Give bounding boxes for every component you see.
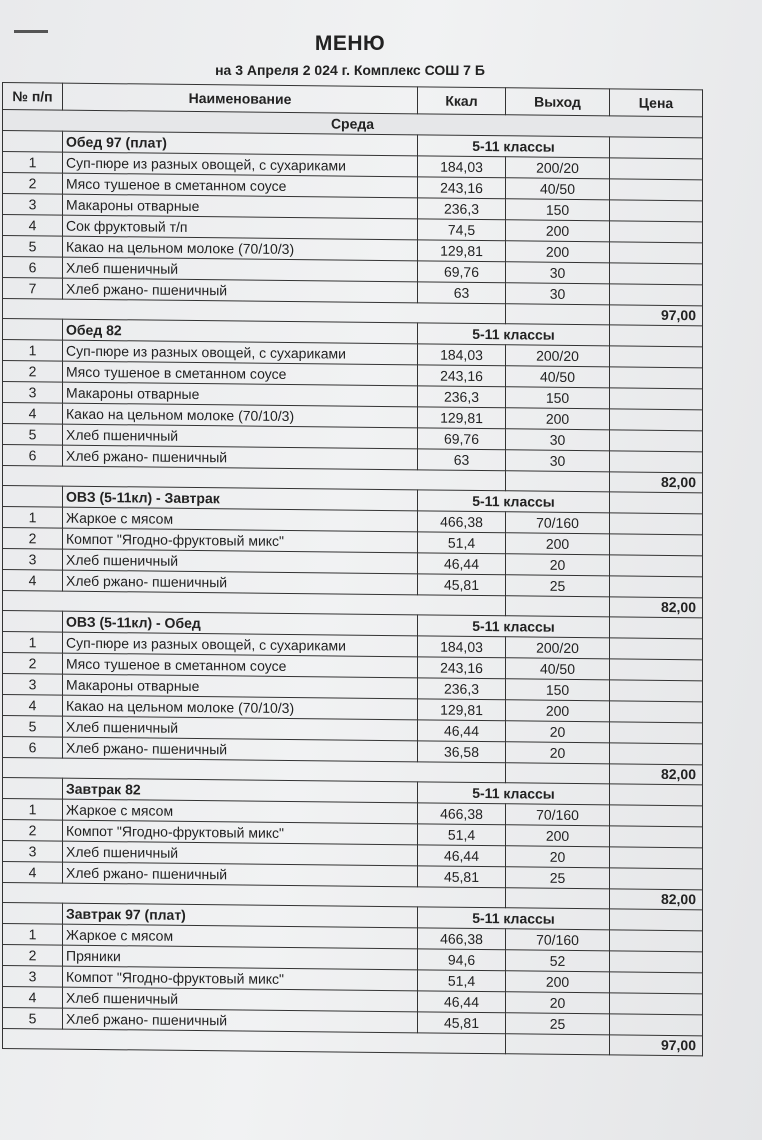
item-price xyxy=(610,513,703,535)
section-classes: 5-11 классы xyxy=(418,907,610,930)
col-header-num: № п/п xyxy=(3,83,63,111)
item-price xyxy=(610,638,703,660)
item-name: Какао на цельном молоке (70/10/3) xyxy=(63,403,418,428)
item-kcal: 63 xyxy=(418,282,506,304)
item-price xyxy=(610,826,703,848)
item-output: 20 xyxy=(506,846,610,868)
item-kcal: 243,16 xyxy=(418,365,506,387)
item-kcal: 46,44 xyxy=(418,553,506,575)
item-num: 2 xyxy=(3,173,63,195)
item-output: 200 xyxy=(506,825,610,847)
item-kcal: 69,76 xyxy=(418,428,506,450)
item-num: 1 xyxy=(3,507,63,529)
item-name: Жаркое с мясом xyxy=(63,924,418,949)
item-kcal: 51,4 xyxy=(418,824,506,846)
item-name: Макароны отварные xyxy=(63,674,418,699)
item-kcal: 236,3 xyxy=(418,678,506,700)
item-output: 200 xyxy=(506,408,610,430)
item-name: Хлеб ржано- пшеничный xyxy=(63,737,418,762)
item-name: Макароны отварные xyxy=(63,382,418,407)
total-blank-cell xyxy=(3,1029,506,1054)
item-price xyxy=(610,555,703,577)
item-num: 6 xyxy=(3,445,63,467)
item-price xyxy=(610,200,703,222)
item-name: Хлеб ржано- пшеничный xyxy=(63,570,418,595)
item-kcal: 46,44 xyxy=(418,720,506,742)
item-num: 2 xyxy=(3,945,63,967)
total-blank-cell xyxy=(506,304,610,325)
item-num: 5 xyxy=(3,716,63,738)
item-name: Какао на цельном молоке (70/10/3) xyxy=(63,236,418,261)
item-output: 150 xyxy=(506,679,610,701)
item-price xyxy=(610,388,703,410)
item-name: Хлеб пшеничный xyxy=(63,424,418,449)
section-classes: 5-11 классы xyxy=(418,615,610,638)
total-blank-cell xyxy=(506,596,610,617)
item-price xyxy=(610,722,703,744)
item-price xyxy=(610,263,703,285)
item-output: 52 xyxy=(506,950,610,972)
total-blank-cell xyxy=(506,888,610,909)
item-output: 200/20 xyxy=(506,345,610,367)
item-kcal: 46,44 xyxy=(418,845,506,867)
section-total-price: 97,00 xyxy=(610,305,703,326)
section-num-cell xyxy=(3,778,63,800)
section-title: ОВЗ (5-11кл) - Обед xyxy=(63,611,418,636)
item-kcal: 129,81 xyxy=(418,407,506,429)
total-blank-cell xyxy=(506,471,610,492)
item-price xyxy=(610,951,703,973)
item-name: Мясо тушеное в сметанном соусе xyxy=(63,653,418,678)
page-title: МЕНЮ xyxy=(314,32,386,55)
item-name: Хлеб ржано- пшеничный xyxy=(63,278,418,303)
item-price xyxy=(610,221,703,243)
col-header-kcal: Ккал xyxy=(418,87,506,115)
section-price-cell xyxy=(610,137,703,159)
item-price xyxy=(610,346,703,368)
col-header-price: Цена xyxy=(610,89,703,117)
section-num-cell xyxy=(3,319,63,341)
item-num: 3 xyxy=(3,194,63,216)
section-price-cell xyxy=(610,492,703,514)
item-output: 20 xyxy=(506,742,610,764)
item-output: 70/160 xyxy=(506,929,610,951)
item-price xyxy=(610,680,703,702)
section-title: Завтрак 97 (плат) xyxy=(63,903,418,928)
item-num: 3 xyxy=(3,549,63,571)
item-price xyxy=(610,847,703,869)
item-price xyxy=(610,576,703,598)
item-price xyxy=(610,534,703,556)
item-num: 3 xyxy=(3,382,63,404)
item-kcal: 69,76 xyxy=(418,261,506,283)
item-num: 1 xyxy=(3,799,63,821)
item-output: 25 xyxy=(506,575,610,597)
item-name: Сок фруктовый т/п xyxy=(63,215,418,240)
item-price xyxy=(610,409,703,431)
item-price xyxy=(610,158,703,180)
item-name: Компот "Ягодно-фруктовый микс" xyxy=(63,820,418,845)
item-price xyxy=(610,179,703,201)
item-num: 6 xyxy=(3,737,63,759)
item-kcal: 94,6 xyxy=(418,949,506,971)
item-name: Какао на цельном молоке (70/10/3) xyxy=(63,695,418,720)
item-output: 30 xyxy=(506,450,610,472)
item-output: 20 xyxy=(506,554,610,576)
section-title: Обед 82 xyxy=(63,319,418,344)
item-price xyxy=(610,701,703,723)
col-header-output: Выход xyxy=(506,88,610,116)
item-output: 30 xyxy=(506,262,610,284)
item-output: 30 xyxy=(506,429,610,451)
section-title: Завтрак 82 xyxy=(63,778,418,803)
section-total-price: 82,00 xyxy=(610,597,703,618)
item-num: 4 xyxy=(3,862,63,884)
item-name: Хлеб ржано- пшеничный xyxy=(63,1008,418,1033)
item-name: Мясо тушеное в сметанном соусе xyxy=(63,361,418,386)
item-price xyxy=(610,868,703,890)
item-output: 40/50 xyxy=(506,658,610,680)
item-price xyxy=(610,451,703,473)
item-output: 20 xyxy=(506,721,610,743)
item-num: 2 xyxy=(3,528,63,550)
menu-body xyxy=(3,110,703,1056)
day-label: Среда xyxy=(3,110,703,138)
item-output: 200 xyxy=(506,220,610,242)
item-num: 4 xyxy=(3,215,63,237)
item-num: 4 xyxy=(3,403,63,425)
item-kcal: 236,3 xyxy=(418,198,506,220)
item-kcal: 243,16 xyxy=(418,657,506,679)
item-output: 200 xyxy=(506,241,610,263)
item-output: 200 xyxy=(506,700,610,722)
item-num: 2 xyxy=(3,820,63,842)
section-num-cell xyxy=(3,131,63,153)
item-name: Мясо тушеное в сметанном соусе xyxy=(63,173,418,198)
item-kcal: 243,16 xyxy=(418,177,506,199)
col-header-name: Наименование xyxy=(63,83,418,114)
item-name: Жаркое с мясом xyxy=(63,507,418,532)
item-name: Компот "Ягодно-фруктовый микс" xyxy=(63,528,418,553)
item-price xyxy=(610,972,703,994)
item-num: 1 xyxy=(3,152,63,174)
item-price xyxy=(610,993,703,1015)
item-kcal: 45,81 xyxy=(418,866,506,888)
item-num: 3 xyxy=(3,674,63,696)
item-name: Жаркое с мясом xyxy=(63,799,418,824)
item-price xyxy=(610,805,703,827)
item-output: 200/20 xyxy=(506,637,610,659)
item-output: 200 xyxy=(506,971,610,993)
section-price-cell xyxy=(610,617,703,639)
item-num: 4 xyxy=(3,695,63,717)
item-price xyxy=(610,367,703,389)
item-name: Хлеб пшеничный xyxy=(63,549,418,574)
total-blank-cell xyxy=(506,763,610,784)
item-price xyxy=(610,430,703,452)
item-name: Хлеб пшеничный xyxy=(63,987,418,1012)
item-output: 70/160 xyxy=(506,512,610,534)
item-num: 1 xyxy=(3,340,63,362)
section-classes: 5-11 классы xyxy=(418,323,610,346)
item-name: Хлеб пшеничный xyxy=(63,716,418,741)
section-num-cell xyxy=(3,903,63,925)
item-output: 200/20 xyxy=(506,157,610,179)
menu-table xyxy=(2,82,703,1056)
item-price xyxy=(610,743,703,765)
item-output: 150 xyxy=(506,199,610,221)
item-num: 1 xyxy=(3,632,63,654)
item-output: 70/160 xyxy=(506,804,610,826)
section-num-cell xyxy=(3,611,63,633)
item-price xyxy=(610,242,703,264)
item-output: 40/50 xyxy=(506,178,610,200)
item-kcal: 129,81 xyxy=(418,699,506,721)
section-title: ОВЗ (5-11кл) - Завтрак xyxy=(63,486,418,511)
section-total-price: 82,00 xyxy=(610,764,703,785)
item-kcal: 45,81 xyxy=(418,1012,506,1034)
section-price-cell xyxy=(610,784,703,806)
item-output: 20 xyxy=(506,992,610,1014)
item-output: 40/50 xyxy=(506,366,610,388)
item-num: 6 xyxy=(3,257,63,279)
item-name: Пряники xyxy=(63,945,418,970)
item-price xyxy=(610,1014,703,1036)
item-kcal: 466,38 xyxy=(418,511,506,533)
item-num: 4 xyxy=(3,987,63,1009)
item-num: 5 xyxy=(3,1008,63,1030)
item-output: 25 xyxy=(506,1013,610,1035)
item-kcal: 129,81 xyxy=(418,240,506,262)
item-kcal: 184,03 xyxy=(418,344,506,366)
item-output: 150 xyxy=(506,387,610,409)
section-classes: 5-11 классы xyxy=(418,782,610,805)
item-kcal: 184,03 xyxy=(418,636,506,658)
item-num: 7 xyxy=(3,278,63,300)
item-num: 4 xyxy=(3,570,63,592)
item-name: Хлеб ржано- пшеничный xyxy=(63,445,418,470)
section-title: Обед 97 (плат) xyxy=(63,131,418,156)
item-kcal: 466,38 xyxy=(418,803,506,825)
item-name: Хлеб пшеничный xyxy=(63,841,418,866)
page-subtitle: на 3 Апреля 2 024 г. Комплекс СОШ 7 Б xyxy=(215,62,485,78)
item-num: 5 xyxy=(3,424,63,446)
item-output: 200 xyxy=(506,533,610,555)
item-name: Суп-пюре из разных овощей, с сухариками xyxy=(63,340,418,365)
section-classes: 5-11 классы xyxy=(418,490,610,513)
item-kcal: 36,58 xyxy=(418,741,506,763)
item-num: 3 xyxy=(3,841,63,863)
section-classes: 5-11 классы xyxy=(418,135,610,158)
item-name: Компот "Ягодно-фруктовый микс" xyxy=(63,966,418,991)
item-price xyxy=(610,930,703,952)
item-kcal: 51,4 xyxy=(418,970,506,992)
item-name: Суп-пюре из разных овощей, с сухариками xyxy=(63,152,418,177)
item-kcal: 46,44 xyxy=(418,991,506,1013)
item-num: 1 xyxy=(3,924,63,946)
item-num: 2 xyxy=(3,361,63,383)
item-output: 25 xyxy=(506,867,610,889)
section-total-price: 82,00 xyxy=(610,889,703,910)
item-kcal: 184,03 xyxy=(418,156,506,178)
section-price-cell xyxy=(610,909,703,931)
item-name: Макароны отварные xyxy=(63,194,418,219)
item-name: Суп-пюре из разных овощей, с сухариками xyxy=(63,632,418,657)
item-num: 2 xyxy=(3,653,63,675)
section-num-cell xyxy=(3,486,63,508)
item-num: 3 xyxy=(3,966,63,988)
item-kcal: 74,5 xyxy=(418,219,506,241)
item-kcal: 45,81 xyxy=(418,574,506,596)
item-name: Хлеб пшеничный xyxy=(63,257,418,282)
item-price xyxy=(610,659,703,681)
item-num: 5 xyxy=(3,236,63,258)
section-price-cell xyxy=(610,325,703,347)
item-kcal: 466,38 xyxy=(418,928,506,950)
item-output: 30 xyxy=(506,283,610,305)
item-price xyxy=(610,284,703,306)
total-blank-cell xyxy=(506,1034,610,1055)
item-name: Хлеб ржано- пшеничный xyxy=(63,862,418,887)
item-kcal: 51,4 xyxy=(418,532,506,554)
item-kcal: 236,3 xyxy=(418,386,506,408)
item-kcal: 63 xyxy=(418,449,506,471)
section-total-price: 82,00 xyxy=(610,472,703,493)
section-total-price: 97,00 xyxy=(610,1035,703,1056)
